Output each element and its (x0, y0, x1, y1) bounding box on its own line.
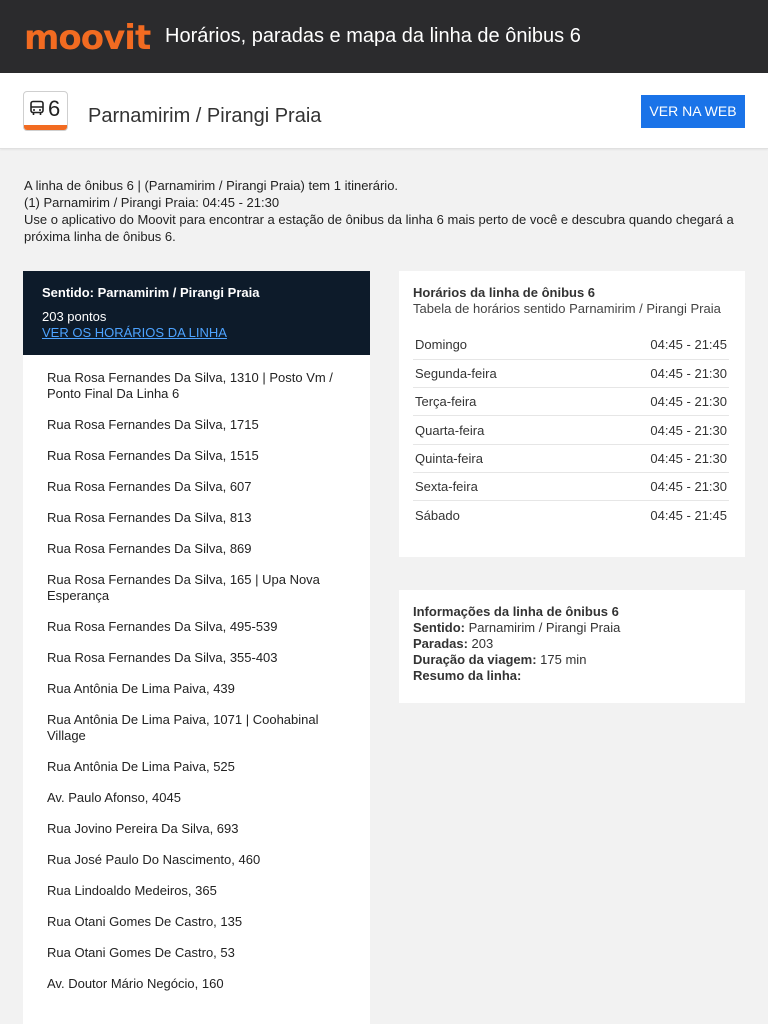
schedule-day: Sexta-feira (413, 472, 576, 500)
schedule-title: Horários da linha de ônibus 6 (413, 285, 596, 300)
info-direction-label: Sentido: (413, 620, 465, 635)
list-item[interactable]: Rua Antônia De Lima Paiva, 439 (47, 681, 235, 696)
schedule-table (413, 331, 729, 529)
line-badge (23, 91, 68, 131)
route-header (23, 271, 370, 355)
list-item[interactable]: Rua Rosa Fernandes Da Silva, 1310 | Posto Vm / Ponto Final Da Linha 6 (47, 370, 333, 401)
intro-line-1: A linha de ônibus 6 | (Parnamirim / Pirangi Praia) tem 1 itinerário. (24, 178, 399, 193)
bus-icon (29, 100, 45, 116)
stop-list (23, 355, 370, 992)
table-row (413, 331, 729, 359)
table-row (413, 501, 729, 529)
info-title: Informações da linha de ônibus 6 (413, 604, 619, 619)
info-direction-value: Parnamirim / Pirangi Praia (468, 620, 621, 635)
info-stops-label: Paradas: (413, 636, 468, 651)
moovit-logo[interactable]: moovit (24, 18, 151, 58)
info-stops (413, 636, 729, 652)
schedule-time: 04:45 - 21:30 (576, 416, 729, 444)
line-number: 6 (48, 96, 61, 121)
schedule-day: Terça-feira (413, 388, 576, 416)
schedule-card (399, 271, 745, 557)
page-title: Horários, paradas e mapa da linha de ônibus 6 (165, 25, 581, 47)
intro-line-2: (1) Parnamirim / Pirangi Praia: 04:45 - 21:30 (24, 195, 280, 210)
info-duration-label: Duração da viagem: (413, 652, 537, 667)
schedule-day: Domingo (413, 331, 576, 359)
info-duration (413, 652, 729, 668)
line-info-card (399, 590, 745, 703)
list-item[interactable]: Rua Rosa Fernandes Da Silva, 607 (47, 479, 252, 494)
info-stops-value: 203 (471, 636, 494, 651)
schedule-time: 04:45 - 21:30 (576, 444, 729, 472)
table-row (413, 472, 729, 500)
schedule-subtitle: Tabela de horários sentido Parnamirim / Pirangi Praia (413, 301, 721, 316)
schedule-day: Segunda-feira (413, 359, 576, 387)
schedule-time: 04:45 - 21:45 (650, 507, 727, 523)
list-item[interactable]: Rua Otani Gomes De Castro, 135 (47, 914, 243, 929)
list-item[interactable]: Rua Rosa Fernandes Da Silva, 1715 (47, 417, 259, 432)
table-row (413, 388, 729, 416)
line-header (0, 73, 768, 149)
table-row (413, 444, 729, 472)
line-color-stripe (24, 125, 67, 130)
list-item[interactable]: Rua Lindoaldo Medeiros, 365 (47, 883, 217, 898)
list-item[interactable]: Rua Rosa Fernandes Da Silva, 1515 (47, 448, 259, 463)
route-card (23, 271, 370, 1024)
list-item[interactable]: Rua José Paulo Do Nascimento, 460 (47, 852, 261, 867)
line-name: Parnamirim / Pirangi Praia (88, 105, 322, 127)
list-item[interactable]: Rua Rosa Fernandes Da Silva, 813 (47, 510, 252, 525)
route-direction: Sentido: Parnamirim / Pirangi Praia (42, 285, 260, 300)
list-item[interactable]: Rua Rosa Fernandes Da Silva, 869 (47, 541, 252, 556)
top-bar (0, 0, 768, 73)
schedule-day: Sábado (415, 507, 460, 523)
list-item[interactable]: Rua Rosa Fernandes Da Silva, 495-539 (47, 619, 278, 634)
schedule-time: 04:45 - 21:45 (576, 331, 729, 359)
schedule-day: Quinta-feira (413, 444, 576, 472)
list-item[interactable]: Av. Paulo Afonso, 4045 (47, 790, 181, 805)
info-summary (413, 668, 729, 684)
list-item[interactable]: Rua Jovino Pereira Da Silva, 693 (47, 821, 239, 836)
route-stop-count: 203 pontos (42, 309, 107, 324)
view-schedule-link[interactable]: VER OS HORÁRIOS DA LINHA (42, 325, 227, 340)
schedule-time: 04:45 - 21:30 (576, 388, 729, 416)
schedule-time: 04:45 - 21:30 (576, 359, 729, 387)
list-item[interactable]: Rua Rosa Fernandes Da Silva, 355-403 (47, 650, 278, 665)
view-on-web-button[interactable]: VER NA WEB (641, 95, 745, 128)
schedule-time: 04:45 - 21:30 (576, 472, 729, 500)
list-item[interactable]: Rua Antônia De Lima Paiva, 1071 | Coohabinal Village (47, 712, 319, 743)
info-summary-label: Resumo da linha: (413, 668, 522, 683)
list-item[interactable]: Rua Rosa Fernandes Da Silva, 165 | Upa Nova Esperança (47, 572, 320, 603)
info-direction (413, 620, 729, 636)
intro-text (24, 177, 744, 245)
intro-line-3: Use o aplicativo do Moovit para encontrar a estação de ônibus da linha 6 mais perto de você e descubra quando chegará a próxima linha de ônibus 6. (24, 212, 734, 244)
list-item[interactable]: Rua Otani Gomes De Castro, 53 (47, 945, 235, 960)
table-row (413, 416, 729, 444)
list-item[interactable]: Av. Doutor Mário Negócio, 160 (47, 976, 224, 991)
table-row (413, 359, 729, 387)
schedule-day: Quarta-feira (413, 416, 576, 444)
info-duration-value: 175 min (540, 652, 587, 667)
list-item[interactable]: Rua Antônia De Lima Paiva, 525 (47, 759, 235, 774)
